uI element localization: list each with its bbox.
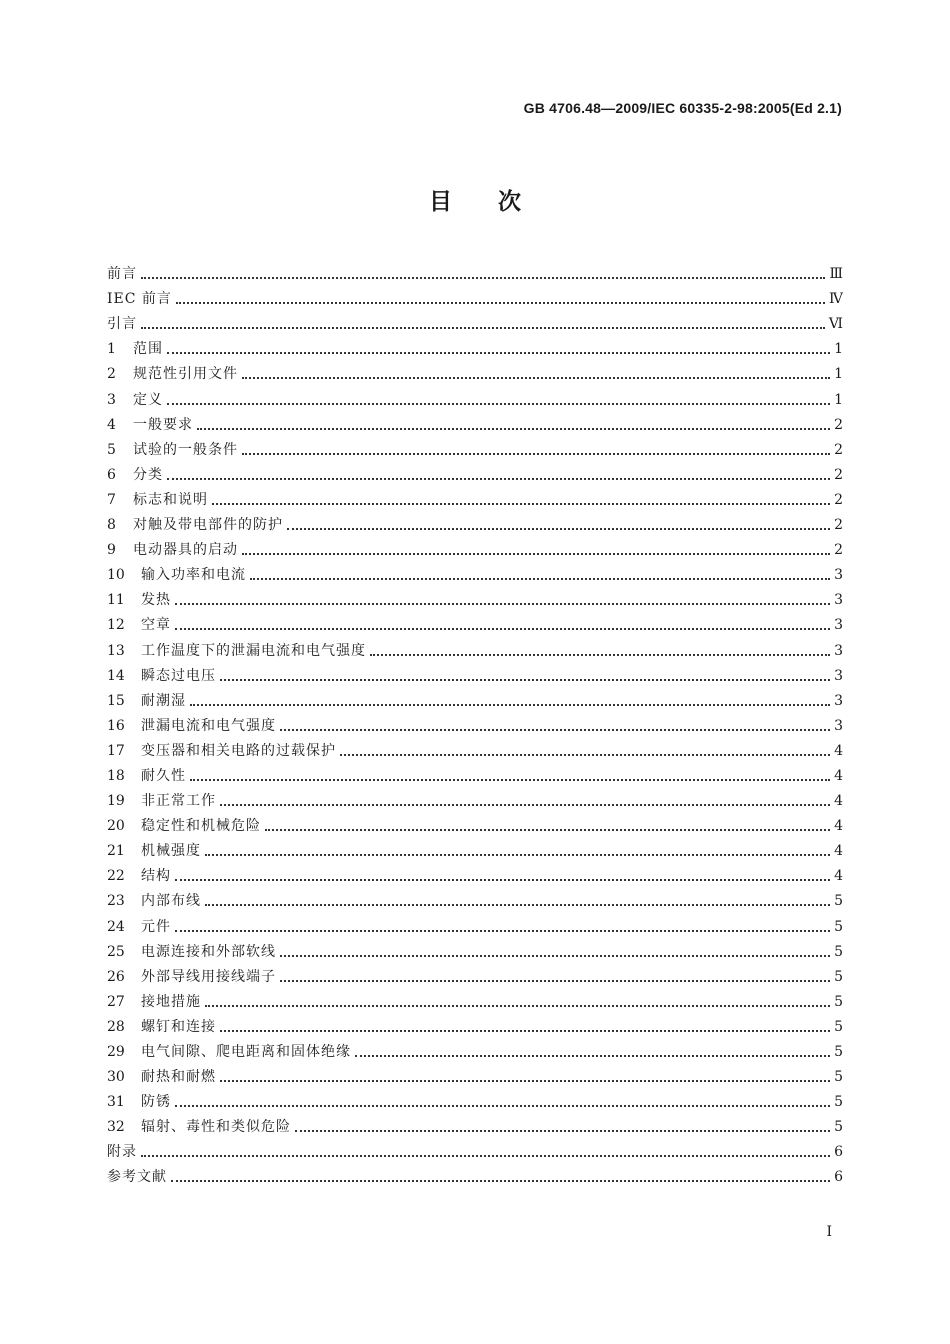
- toc-entry[interactable]: [107, 435, 843, 460]
- toc-entry-number: 17: [107, 742, 125, 759]
- toc-entry[interactable]: [107, 1137, 843, 1162]
- toc-entry[interactable]: [107, 886, 843, 911]
- toc-entry-page: 2: [834, 441, 843, 458]
- toc-entry[interactable]: [107, 510, 843, 535]
- toc-entry-label: 对触及带电部件的防护: [133, 517, 283, 534]
- toc-entry-page: 3: [834, 592, 843, 609]
- dot-leader: [280, 980, 830, 982]
- toc-entry-label: 引言: [107, 316, 137, 333]
- toc-entry-page: Ⅳ: [829, 291, 843, 308]
- toc-entry[interactable]: [107, 861, 843, 886]
- toc-entry-label: 防锈: [141, 1094, 171, 1111]
- toc-entry-label: 稳定性和机械危险: [141, 818, 261, 835]
- dot-leader: [295, 1130, 830, 1132]
- table-of-contents: [107, 259, 843, 1187]
- toc-entry-label: 电气间隙、爬电距离和固体绝缘: [141, 1044, 351, 1060]
- dot-leader: [141, 327, 825, 329]
- toc-entry[interactable]: [107, 711, 843, 736]
- toc-entry-label: 发热: [141, 592, 171, 609]
- toc-entry-label: 试验的一般条件: [133, 441, 238, 458]
- toc-entry-label: 电源连接和外部软线: [141, 943, 276, 960]
- toc-entry-label: 耐久性: [141, 767, 186, 784]
- toc-entry-label: 前言: [107, 266, 137, 283]
- toc-entry-number: 7: [107, 491, 116, 508]
- dot-leader: [175, 628, 830, 630]
- toc-entry-page: 4: [834, 793, 843, 810]
- toc-entry-page: 2: [834, 466, 843, 483]
- toc-entry-label: 泄漏电流和电气强度: [141, 717, 276, 734]
- dot-leader: [220, 804, 830, 806]
- toc-entry-number: 1: [107, 341, 116, 358]
- toc-entry-number: 19: [107, 793, 125, 810]
- toc-entry-label: 电动器具的启动: [133, 542, 238, 559]
- toc-entry-page: 2: [834, 542, 843, 559]
- toc-entry-label: 辐射、毒性和类似危险: [141, 1119, 291, 1136]
- toc-entry-page: 5: [834, 893, 843, 910]
- dot-leader: [250, 578, 830, 580]
- page-number: I: [826, 1224, 832, 1240]
- dot-leader: [176, 302, 825, 304]
- toc-entry-page: Ⅵ: [828, 316, 843, 333]
- toc-entry[interactable]: [107, 987, 843, 1012]
- toc-entry[interactable]: [107, 686, 843, 711]
- toc-entry[interactable]: [107, 1062, 843, 1087]
- toc-entry-number: 11: [107, 592, 125, 609]
- toc-entry-page: 3: [834, 617, 843, 634]
- toc-entry-number: 18: [107, 767, 125, 784]
- dot-leader: [242, 553, 830, 555]
- toc-entry-page: 1: [834, 391, 843, 408]
- dot-leader: [205, 904, 830, 906]
- toc-entry-number: 4: [107, 416, 116, 433]
- dot-leader: [175, 930, 830, 932]
- dot-leader: [242, 377, 830, 379]
- toc-entry-page: 2: [834, 491, 843, 508]
- dot-leader: [280, 729, 830, 731]
- toc-entry-label: 外部导线用接线端子: [141, 968, 276, 985]
- toc-entry-number: 29: [107, 1044, 125, 1060]
- toc-entry-page: 5: [834, 943, 843, 960]
- toc-entry-page: 3: [834, 642, 843, 659]
- toc-entry-label: 规范性引用文件: [133, 366, 238, 383]
- toc-entry[interactable]: [107, 284, 843, 309]
- dot-leader: [197, 428, 830, 430]
- toc-entry[interactable]: [107, 309, 843, 334]
- toc-entry-number: 26: [107, 968, 125, 985]
- toc-entry-page: 4: [834, 818, 843, 835]
- toc-entry-page: 5: [834, 968, 843, 985]
- toc-entry-label: 瞬态过电压: [141, 667, 216, 684]
- toc-entry[interactable]: [107, 1012, 843, 1037]
- toc-entry-page: 2: [834, 416, 843, 433]
- toc-entry-page: 5: [834, 1018, 843, 1035]
- toc-entry-number: 28: [107, 1018, 125, 1035]
- toc-entry-number: 25: [107, 943, 125, 960]
- toc-entry[interactable]: [107, 635, 843, 660]
- toc-entry-number: 2: [107, 366, 116, 383]
- toc-entry[interactable]: [107, 1037, 843, 1062]
- toc-entry-page: 6: [834, 1169, 843, 1186]
- toc-entry-label: 范围: [133, 341, 163, 358]
- toc-entry-page: 1: [834, 341, 843, 358]
- toc-entry-label: 参考文献: [107, 1169, 167, 1186]
- toc-entry[interactable]: [107, 384, 843, 409]
- dot-leader: [205, 854, 830, 856]
- toc-entry[interactable]: [107, 661, 843, 686]
- toc-entry-label: 一般要求: [133, 416, 193, 433]
- toc-entry-label: 机械强度: [141, 843, 201, 860]
- toc-entry-page: Ⅲ: [829, 266, 843, 283]
- toc-entry-label: 接地措施: [141, 993, 201, 1010]
- toc-entry-label: IEC 前言: [107, 291, 172, 308]
- dot-leader: [175, 603, 830, 605]
- toc-entry-number: 10: [107, 567, 125, 584]
- toc-entry-page: 4: [834, 843, 843, 860]
- toc-entry-label: 螺钉和连接: [141, 1018, 216, 1035]
- toc-entry-number: 31: [107, 1094, 125, 1111]
- toc-entry-number: 32: [107, 1119, 125, 1136]
- toc-entry-page: 3: [834, 567, 843, 584]
- toc-entry-number: 3: [107, 391, 116, 408]
- toc-entry-page: 1: [834, 366, 843, 383]
- toc-entry-number: 12: [107, 617, 125, 634]
- toc-entry-number: 14: [107, 667, 125, 684]
- dot-leader: [141, 1155, 830, 1157]
- toc-entry[interactable]: [107, 836, 843, 861]
- toc-entry-page: 4: [834, 742, 843, 759]
- toc-entry-number: 23: [107, 893, 125, 910]
- toc-entry[interactable]: [107, 1112, 843, 1137]
- dot-leader: [265, 829, 830, 831]
- toc-entry-page: 3: [834, 692, 843, 709]
- toc-entry-label: 工作温度下的泄漏电流和电气强度: [141, 642, 366, 659]
- dot-leader: [287, 528, 830, 530]
- toc-entry-number: 13: [107, 642, 125, 659]
- toc-entry[interactable]: [107, 937, 843, 962]
- toc-entry-page: 4: [834, 767, 843, 784]
- toc-entry-label: 空章: [141, 617, 171, 634]
- toc-entry[interactable]: [107, 410, 843, 435]
- dot-leader: [370, 654, 830, 656]
- toc-entry[interactable]: [107, 560, 843, 585]
- toc-entry-number: 6: [107, 466, 116, 483]
- dot-leader: [205, 1005, 830, 1007]
- toc-entry-label: 耐热和耐燃: [141, 1069, 216, 1086]
- toc-entry-page: 5: [834, 918, 843, 935]
- toc-entry-label: 标志和说明: [133, 491, 208, 508]
- toc-entry-page: 3: [834, 717, 843, 734]
- document-id-header: GB 4706.48—2009/IEC 60335-2-98:2005(Ed 2.1): [523, 100, 842, 116]
- toc-entry-label: 附录: [107, 1144, 137, 1161]
- toc-entry-label: 非正常工作: [141, 793, 216, 810]
- toc-entry-page: 5: [834, 993, 843, 1010]
- dot-leader: [242, 453, 830, 455]
- toc-entry[interactable]: [107, 1087, 843, 1112]
- toc-entry-number: 21: [107, 843, 125, 860]
- toc-entry-label: 内部布线: [141, 893, 201, 910]
- toc-entry-label: 分类: [133, 466, 163, 483]
- toc-entry-number: 16: [107, 717, 125, 734]
- toc-entry-page: 5: [834, 1119, 843, 1136]
- toc-entry-number: 22: [107, 868, 125, 885]
- toc-entry-page: 5: [834, 1069, 843, 1086]
- dot-leader: [167, 403, 830, 405]
- toc-entry[interactable]: [107, 485, 843, 510]
- page-title: 目 次: [429, 189, 521, 215]
- dot-leader: [175, 879, 830, 881]
- toc-entry-label: 结构: [141, 868, 171, 885]
- dot-leader: [212, 503, 830, 505]
- toc-entry-number: 27: [107, 993, 125, 1010]
- toc-entry[interactable]: [107, 610, 843, 635]
- dot-leader: [220, 679, 830, 681]
- toc-entry[interactable]: [107, 1162, 843, 1187]
- toc-entry-number: 8: [107, 517, 116, 534]
- toc-entry-number: 20: [107, 818, 125, 835]
- dot-leader: [141, 277, 825, 279]
- toc-entry[interactable]: [107, 334, 843, 359]
- toc-entry[interactable]: [107, 761, 843, 786]
- toc-entry-label: 定义: [133, 391, 163, 408]
- dot-leader: [175, 1105, 830, 1107]
- dot-leader: [355, 1055, 830, 1057]
- toc-entry[interactable]: [107, 911, 843, 936]
- dot-leader: [190, 779, 830, 781]
- toc-entry-page: 5: [834, 1044, 843, 1060]
- toc-entry[interactable]: [107, 736, 843, 761]
- dot-leader: [171, 1180, 830, 1182]
- dot-leader: [280, 955, 830, 957]
- toc-entry[interactable]: [107, 259, 843, 284]
- toc-entry-label: 输入功率和电流: [141, 567, 246, 584]
- toc-entry-label: 变压器和相关电路的过载保护: [141, 742, 336, 759]
- toc-entry[interactable]: [107, 359, 843, 384]
- toc-entry-number: 30: [107, 1069, 125, 1086]
- dot-leader: [190, 704, 830, 706]
- dot-leader: [220, 1030, 830, 1032]
- toc-entry-page: 4: [834, 868, 843, 885]
- toc-entry-page: 6: [834, 1144, 843, 1161]
- dot-leader: [167, 352, 830, 354]
- toc-entry-label: 耐潮湿: [141, 692, 186, 709]
- toc-entry-number: 15: [107, 692, 125, 709]
- toc-entry-page: 5: [834, 1094, 843, 1111]
- toc-entry-number: 24: [107, 918, 125, 935]
- toc-entry-label: 元件: [141, 918, 171, 935]
- toc-entry[interactable]: [107, 585, 843, 610]
- dot-leader: [167, 478, 830, 480]
- toc-entry[interactable]: [107, 811, 843, 836]
- dot-leader: [220, 1080, 830, 1082]
- toc-entry[interactable]: [107, 460, 843, 485]
- toc-entry[interactable]: [107, 962, 843, 987]
- toc-entry-page: 3: [834, 667, 843, 684]
- toc-entry[interactable]: [107, 535, 843, 560]
- toc-entry[interactable]: [107, 786, 843, 811]
- toc-entry-number: 5: [107, 441, 116, 458]
- toc-entry-number: 9: [107, 542, 116, 559]
- dot-leader: [340, 754, 830, 756]
- toc-entry-page: 2: [834, 517, 843, 534]
